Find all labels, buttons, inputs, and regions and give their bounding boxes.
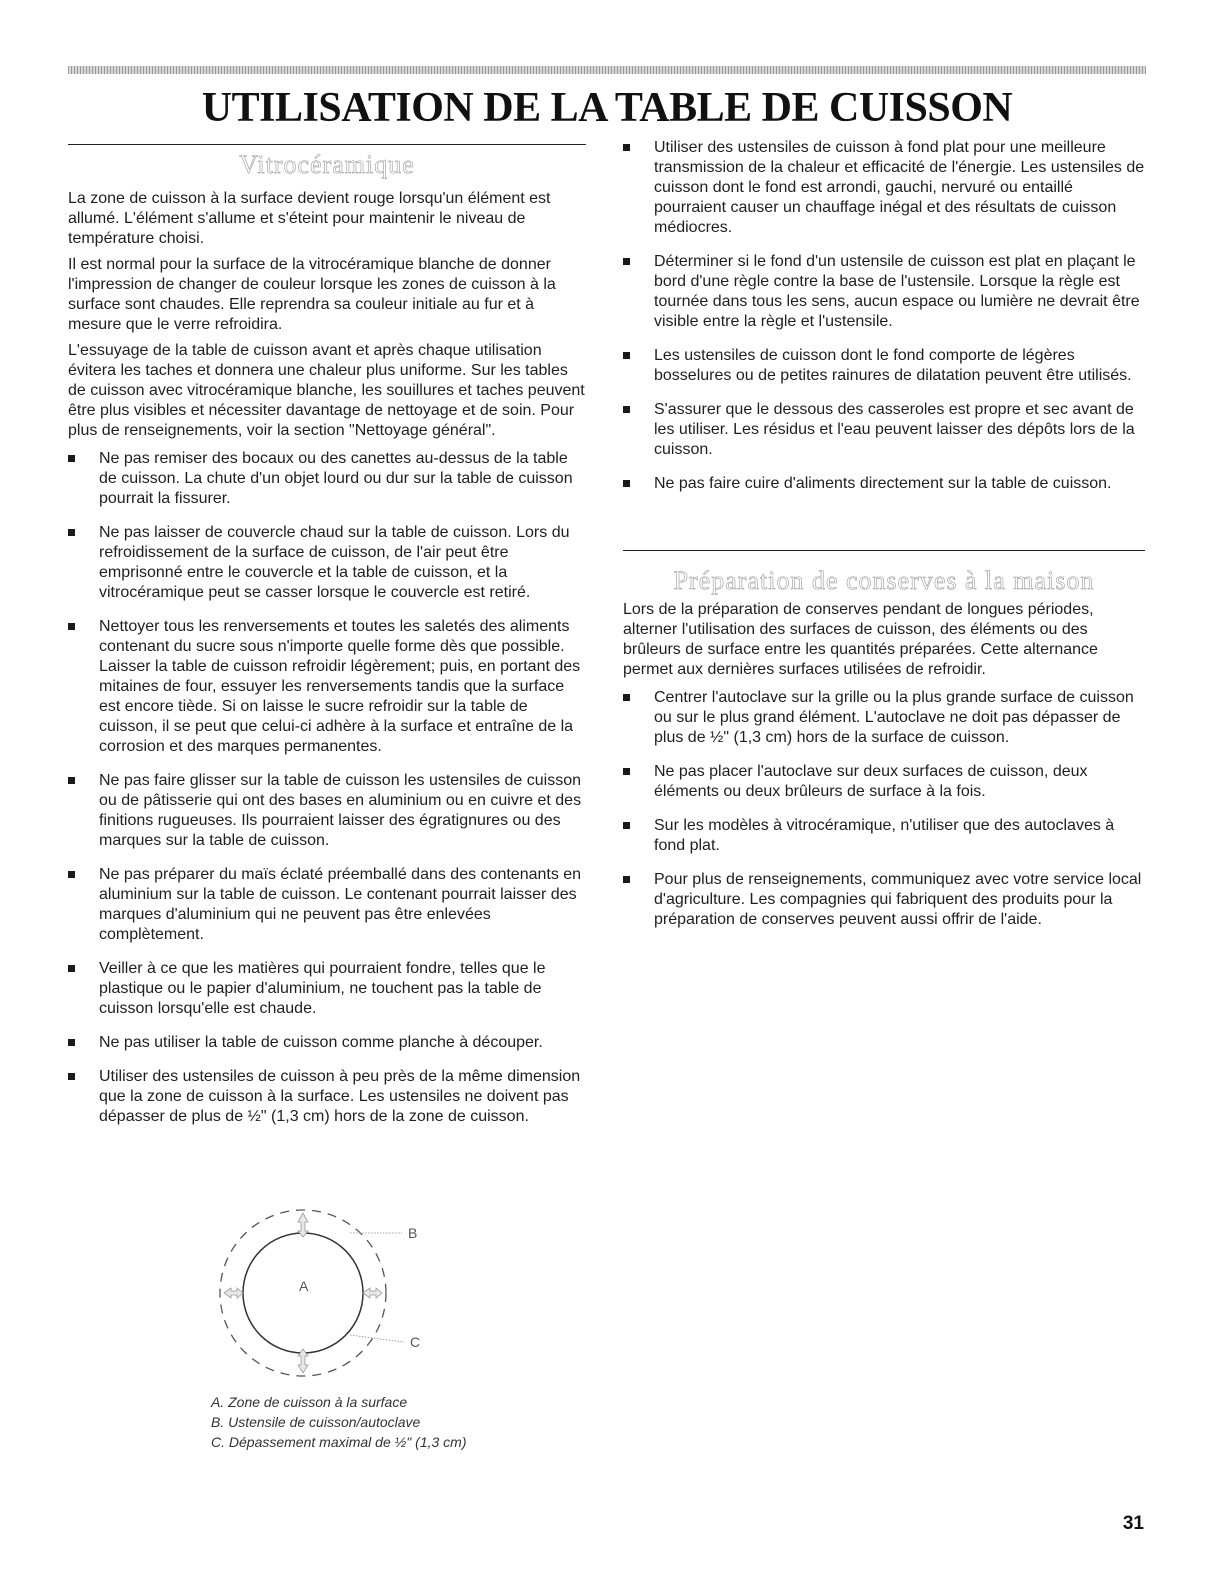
list-item: Ne pas placer l'autoclave sur deux surfaces de cuisson, deux éléments ou deux brûleurs de surface à la fois. [623,762,1145,802]
list-item: Pour plus de renseignements, communiquez avec votre service local d'agriculture. Les compagnies qui fabriquent des produits pour la préparation de conserves peuvent aussi offrir de l'aide. [623,870,1145,930]
section-heading-vitroceramique: Vitrocéramique [239,150,415,179]
paragraph: La zone de cuisson à la surface devient rouge lorsqu'un élément est allumé. L'élément s'allume et s'éteint pour maintenir le niveau de température choisi. [68,190,551,247]
list-item: Ne pas remiser des bocaux ou des canettes au-dessus de la table de cuisson. La chute d'un objet lourd ou dur sur la table de cuisson pourrait la fissurer. [68,449,586,509]
bullet-list [623,138,1145,494]
list-item: Nettoyer tous les renversements et toutes les saletés des aliments contenant du sucre sous n'importe quelle forme dès que possible. Laisser la table de cuisson refroidir légèrement; puis, en portant des mitaines de four, essuyer les renversements tandis que la surface est encore tiède. Si on laisse le sucre refroidir sur la table de cuisson, il se peut que celui-ci adhère à la surface et entraîne de la corrosion et des marques permanentes. [68,617,586,757]
list-item: Déterminer si le fond d'un ustensile de cuisson est plat en plaçant le bord d'une règle contre la base de l'ustensile. Lorsque la règle est tournée dans tous les sens, aucun espace ou lumière ne devrait être visible entre la règle et l'ustensile. [623,252,1145,332]
list-item: Centrer l'autoclave sur la grille ou la plus grande surface de cuisson ou sur le plus grand élément. L'autoclave ne doit pas dépasser de plus de ½" (1,3 cm) hors de la surface de cuisson. [623,688,1145,748]
list-item: Ne pas faire glisser sur la table de cuisson les ustensiles de cuisson ou de pâtisserie qui ont des bases en aluminium ou en cuivre et des finitions rugueuses. Ils pourraient laisser des égratignures ou des marques sur la table de cuisson. [68,771,586,851]
list-item: Les ustensiles de cuisson dont le fond comporte de légères bosselures ou de petites rainures de dilatation peuvent être utilisés. [623,346,1145,386]
page-number: 31 [1122,1513,1144,1534]
caption: C. Dépassement maximal de ½" (1,3 cm) [211,1434,467,1450]
bullet-list [68,449,586,1127]
cookware-overhang-diagram [210,1205,440,1385]
left-column-text [68,189,586,1141]
caption: A. Zone de cuisson à la surface [211,1394,408,1410]
list-item: Ne pas préparer du maïs éclaté préemballé dans des contenants en aluminium sur la table de cuisson. Le contenant pourrait laisser des marques d'aluminium qui ne peuvent pas être enlevées complètement. [68,865,586,945]
top-decorative-rule [68,66,1146,74]
bullet-list [623,688,1145,930]
section-heading-conserves: Préparation de conserves à la maison [673,566,1095,595]
diagram-label-b: B [408,1225,418,1241]
list-item: Ne pas laisser de couvercle chaud sur la table de cuisson. Lors du refroidissement de la surface de cuisson, de l'air peut être emprisonné entre le couvercle et la table de cuisson, et la vitrocéramique peut se casser lorsque le couvercle est retiré. [68,523,586,603]
list-item: Utiliser des ustensiles de cuisson à fond plat pour une meilleure transmission de la chaleur et efficacité de l'énergie. Les ustensiles de cuisson dont le fond est arrondi, gauchi, nervuré ou entaillé pourraient causer un chauffage inégal et des résultats de cuisson médiocres. [623,138,1145,238]
section-rule [68,144,586,145]
page-title: UTILISATION DE LA TABLE DE CUISSON [201,85,1013,131]
diagram-label-c: C [410,1334,421,1350]
section-rule [623,550,1145,551]
list-item: Ne pas faire cuire d'aliments directement sur la table de cuisson. [623,474,1145,494]
list-item: Sur les modèles à vitrocéramique, n'utiliser que des autoclaves à fond plat. [623,816,1145,856]
list-item: Utiliser des ustensiles de cuisson à peu près de la même dimension que la zone de cuisson à la surface. Les ustensiles ne doivent pas dépasser de plus de ½" (1,3 cm) hors de la zone de cuisson. [68,1067,586,1127]
paragraph: Il est normal pour la surface de la vitrocéramique blanche de donner l'impression de changer de couleur lorsque les zones de cuisson à la surface sont chaudes. Elle reprendra sa couleur initiale au fur et à mesure que le verre refroidira. [68,256,556,333]
list-item: Veiller à ce que les matières qui pourraient fondre, telles que le plastique ou le papier d'aluminium, ne touchent pas la table de cuisson lorsqu'elle est chaude. [68,959,586,1019]
diagram-label-a: A [299,1278,309,1294]
right-column-top-text [623,138,1145,508]
list-item: Ne pas utiliser la table de cuisson comme planche à découper. [68,1033,586,1053]
right-column-bottom-text [623,600,1145,944]
diagram-captions [211,1392,591,1452]
list-item: S'assurer que le dessous des casseroles est propre et sec avant de les utiliser. Les résidus et l'eau peuvent laisser des dépôts lors de la cuisson. [623,400,1145,460]
caption: B. Ustensile de cuisson/autoclave [211,1414,421,1430]
paragraph: L'essuyage de la table de cuisson avant et après chaque utilisation évitera les taches et donnera une chaleur plus uniforme. Sur les tables de cuisson avec vitrocéramique blanche, les souillures et taches peuvent être plus visibles et nécessiter davantage de nettoyage et de soin. Pour plus de renseignements, voir la section "Nettoyage général". [68,342,585,439]
paragraph: Lors de la préparation de conserves pendant de longues périodes, alterner l'utilisation des surfaces de cuisson, des éléments ou des brûleurs de surface entre les quantités préparées. Cette alternance permet aux dernières surfaces utilisées de refroidir. [623,601,1098,678]
